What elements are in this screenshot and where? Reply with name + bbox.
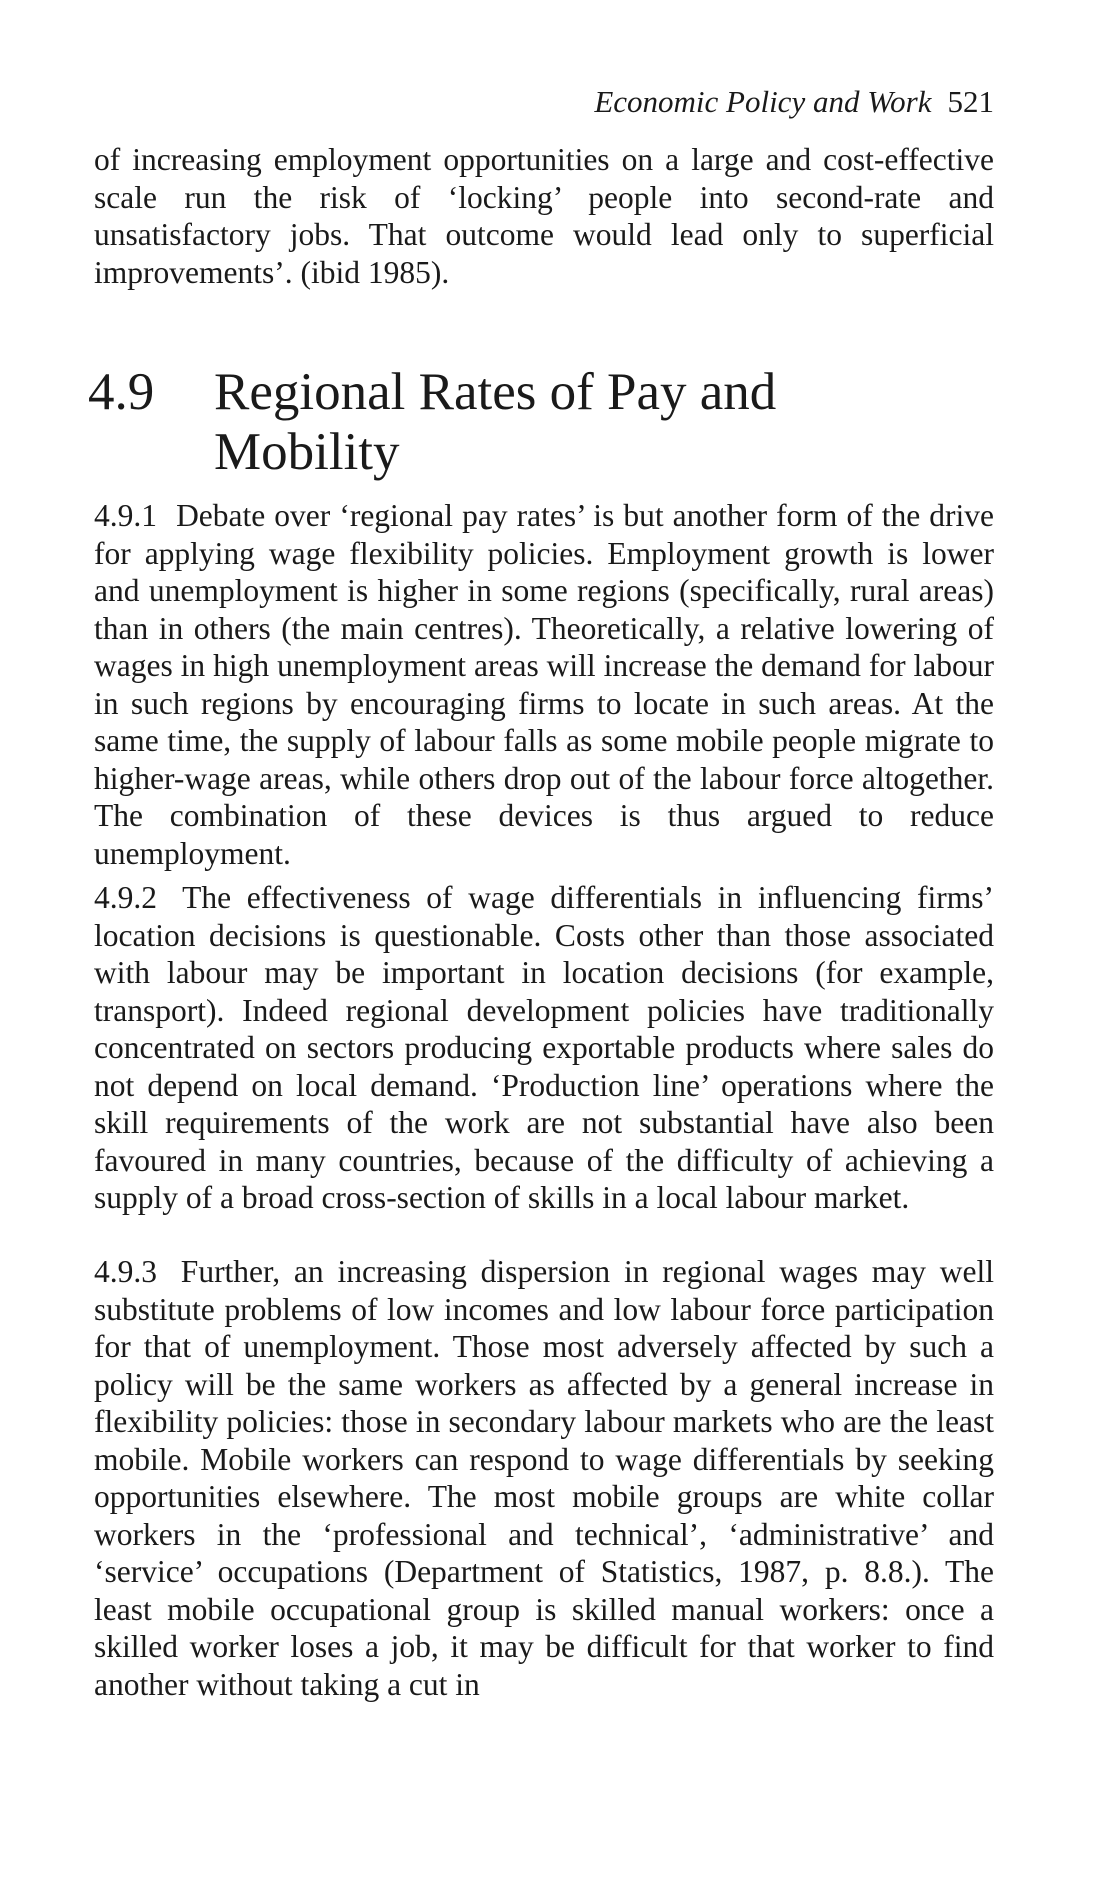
paragraph-4-9-3 [94, 1253, 994, 1703]
paragraph-number: 4.9.3 [94, 1254, 157, 1289]
page-number: 521 [947, 84, 994, 119]
intro-paragraph: of increasing employment opportunities on a large and cost-effective scale run the risk of ‘locking’ people into second-rate and unsatisfactory jobs. That outcome would lead only to superficial improvements’. (ibid 1985). [94, 142, 994, 290]
paragraph-4-9-1 [94, 497, 994, 872]
paragraph-text: The effectiveness of wage differentials in influencing firms’ location decisions is questionable. Costs other than those associated with labour may be important in location decisions (for example, transport). Indeed regional development policies have traditionally concentrated on sectors producing exportable products where sales do not depend on local demand. ‘Production line’ operations where the skill requirements of the work are not substantial have also been favoured in many countries, because of the difficulty of achieving a supply of a broad cross-section of skills in a local labour market. [94, 880, 994, 1215]
paragraph-number: 4.9.1 [94, 498, 157, 533]
paragraph-4-9-2 [94, 879, 994, 1217]
paragraph-text: Further, an increasing dispersion in regional wages may well substitute problems of low incomes and low labour force participation for that of unemployment. Those most adversely affected by such a policy will be the same workers as affected by a general increase in flexibility policies: those in secondary labour markets who are the least mobile. Mobile workers can respond to wage differentials by seeking opportunities elsewhere. The most mobile groups are white collar workers in the ‘professional and technical’, ‘administrative’ and ‘service’ occupations (Department of Statistics, 1987, p. 8.8.). The least mobile occupational group is skilled manual workers: once a skilled worker loses a job, it may be difficult for that worker to find another without taking a cut in [94, 1254, 995, 1702]
running-title: Economic Policy and Work [594, 84, 932, 119]
section-number: 4.9 [88, 363, 155, 421]
section-heading [88, 362, 988, 482]
paragraph-number: 4.9.2 [94, 880, 157, 915]
section-title: Regional Rates of Pay and Mobility [214, 363, 777, 481]
running-header [94, 82, 994, 122]
paragraph-text: Debate over ‘regional pay rates’ is but another form of the drive for applying wage flexibility policies. Employment growth is lower and unemployment is higher in some regions (specifically, rural areas) than in others (the main centres). Theoretically, a relative lowering of wages in high unemployment areas will increase the demand for labour in such regions by encouraging firms to locate in such areas. At the same time, the supply of labour falls as some mobile people migrate to higher-wage areas, while others drop out of the labour force altogether. The combination of these devices is thus argued to reduce unemployment. [94, 498, 994, 871]
